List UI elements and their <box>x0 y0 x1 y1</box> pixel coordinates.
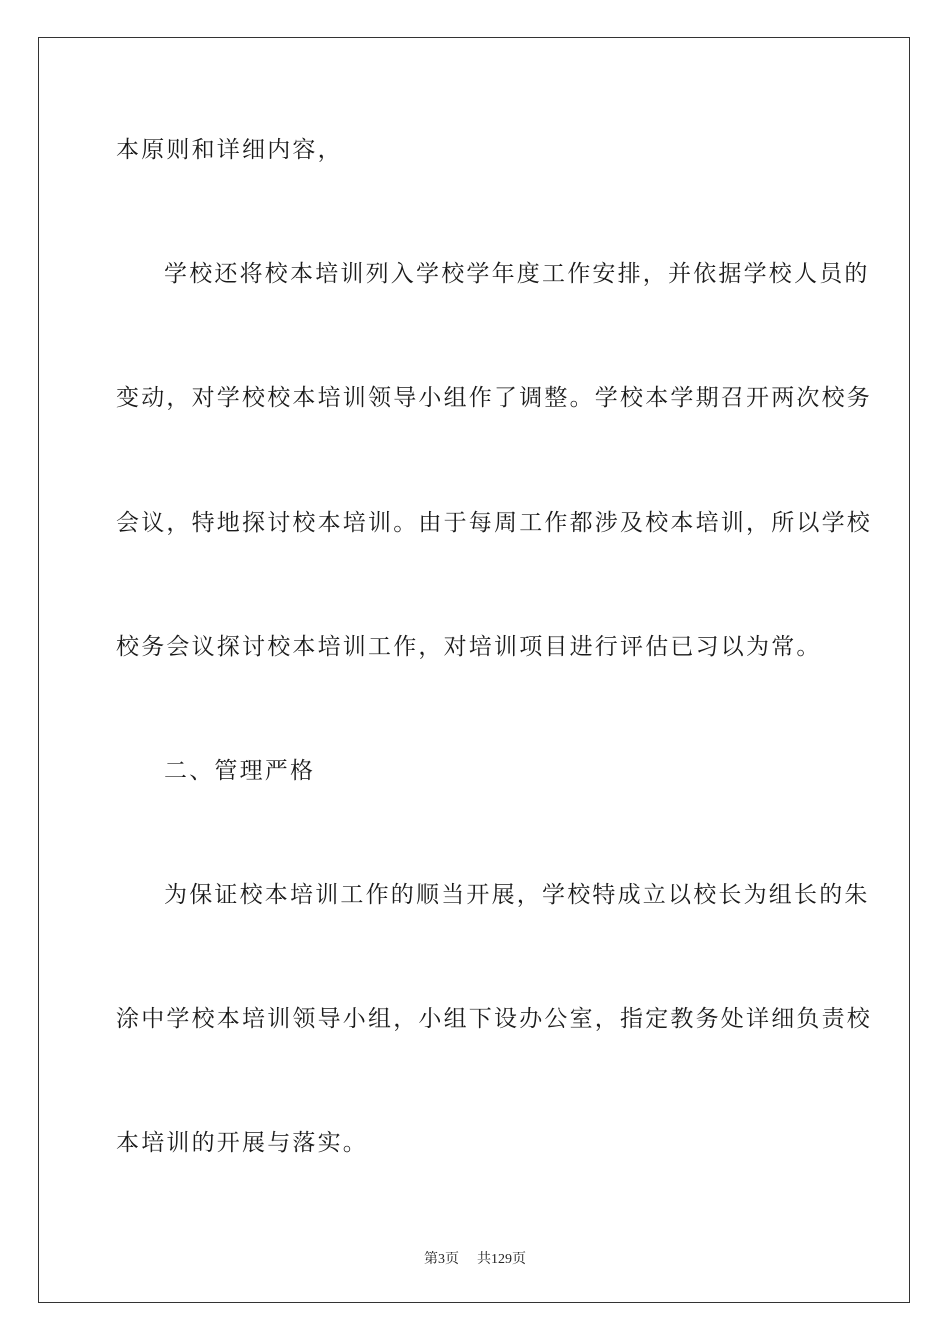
paragraph-line: 涂中学校本培训领导小组，小组下设办公室，指定教务处详细负责校 <box>116 1006 872 1032</box>
page-footer <box>0 1248 950 1268</box>
page-border <box>38 37 910 1303</box>
paragraph-line: 会议，特地探讨校本培训。由于每周工作都涉及校本培训，所以学校 <box>116 510 872 536</box>
paragraph-line: 本培训的开展与落实。 <box>116 1130 368 1156</box>
page-number: 第3页 <box>424 1252 459 1267</box>
page-total: 共129页 <box>477 1252 526 1267</box>
paragraph-line: 为保证校本培训工作的顺当开展，学校特成立以校长为组长的朱 <box>164 882 870 908</box>
section-heading: 二、管理严格 <box>164 758 316 784</box>
paragraph-line: 学校还将校本培训列入学校学年度工作安排，并依据学校人员的 <box>164 261 870 287</box>
paragraph-line: 本原则和详细内容， <box>116 137 343 163</box>
paragraph-line: 校务会议探讨校本培训工作，对培训项目进行评估已习以为常。 <box>116 634 822 660</box>
paragraph-line: 变动，对学校校本培训领导小组作了调整。学校本学期召开两次校务 <box>116 385 872 411</box>
